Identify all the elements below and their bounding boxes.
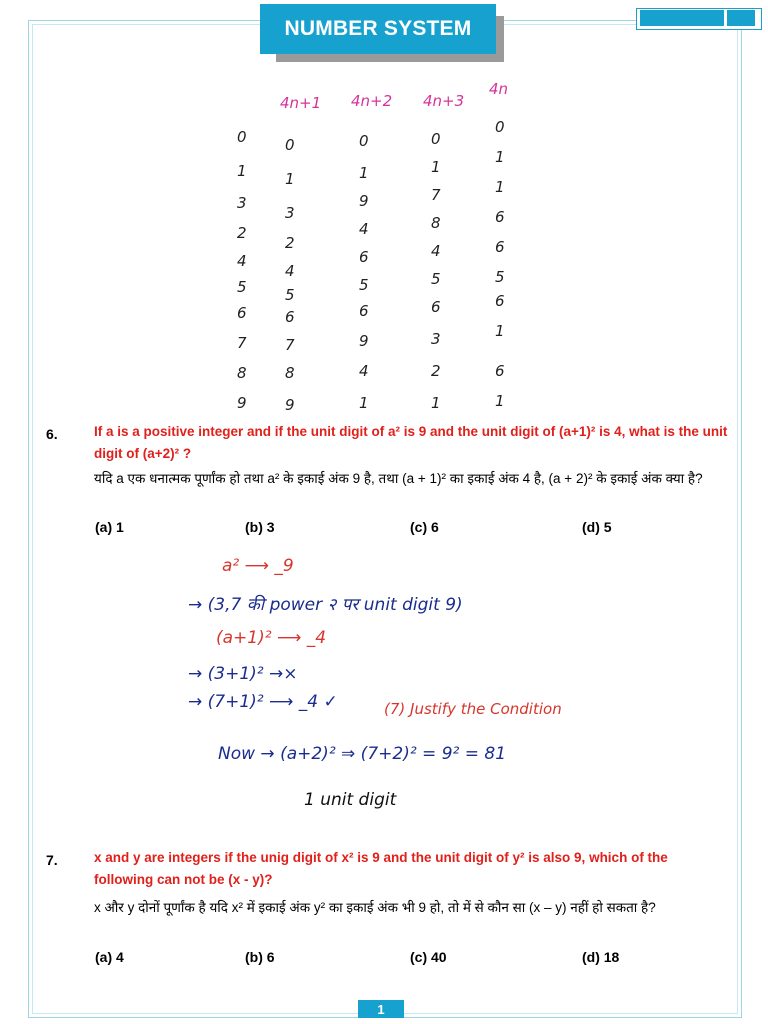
question-number: 6.: [46, 426, 58, 442]
table-cell: 6: [495, 292, 505, 310]
table-cell: 9: [285, 396, 295, 414]
table-cell: 7: [431, 186, 441, 204]
table-cell: 8: [431, 214, 441, 232]
solution-note: (7) Justify the Condition: [384, 700, 562, 718]
option-c: (c) 40: [410, 949, 447, 965]
table-cell: 1: [495, 178, 505, 196]
table-cell: 1: [495, 322, 505, 340]
table-cell: 7: [237, 334, 247, 352]
table-cell: 3: [431, 330, 441, 348]
page-number: 1: [358, 1000, 404, 1018]
table-cell: 4: [237, 252, 247, 270]
table-cell: 2: [237, 224, 247, 242]
option-d: (d) 5: [582, 519, 612, 535]
table-cell: 6: [495, 362, 505, 380]
option-b: (b) 3: [245, 519, 275, 535]
table-header: 4n: [489, 80, 509, 98]
table-cell: 5: [359, 276, 369, 294]
table-cell: 5: [431, 270, 441, 288]
option-d: (d) 18: [582, 949, 620, 965]
table-cell: 6: [285, 308, 295, 326]
table-cell: 0: [359, 132, 369, 150]
table-cell: 9: [359, 192, 369, 210]
question-text-hindi: यदि a एक धनात्मक पूर्णांक हो तथा a² के इकाई अंक 9 है, तथा (a + 1)² का इकाई अंक 4 है, (a + 2)² के इकाई अंक क्या है?: [94, 471, 703, 486]
table-cell: 6: [237, 304, 247, 322]
question-text: x and y are integers if the unig digit of x² is 9 and the unit digit of y² is also 9, which of the following can not be (x - y)?: [94, 850, 668, 887]
table-cell: 6: [495, 208, 505, 226]
table-cell: 1: [237, 162, 247, 180]
table-header: 4n+1: [280, 94, 322, 112]
table-cell: 4: [285, 262, 295, 280]
table-cell: 6: [359, 248, 369, 266]
table-cell: 0: [431, 130, 441, 148]
table-cell: 6: [431, 298, 441, 316]
option-a: (a) 4: [95, 949, 124, 965]
unit-digit-table: [225, 72, 535, 417]
table-cell: 4: [359, 362, 369, 380]
table-cell: 3: [237, 194, 247, 212]
question-text-hindi: x और y दोनों पूर्णांक है यदि x² में इकाई अंक y² का इकाई अंक भी 9 हो, तो में से कौन सा (x – y) नहीं हो सकता है?: [94, 900, 656, 915]
table-cell: 1: [359, 394, 369, 412]
table-cell: 1: [285, 170, 295, 188]
table-header: 4n+2: [351, 92, 393, 110]
solution-line: → (7+1)² ⟶ _4 ✓: [188, 692, 338, 712]
table-cell: 4: [359, 220, 369, 238]
solution-line: a² ⟶ _9: [222, 556, 294, 576]
table-cell: 8: [285, 364, 295, 382]
page-title: NUMBER SYSTEM: [260, 4, 496, 54]
table-cell: 5: [237, 278, 247, 296]
table-cell: 6: [495, 238, 505, 256]
table-cell: 9: [237, 394, 247, 412]
table-cell: 8: [237, 364, 247, 382]
table-cell: 1: [431, 158, 441, 176]
option-a: (a) 1: [95, 519, 124, 535]
table-cell: 1: [495, 392, 505, 410]
table-cell: 5: [285, 286, 295, 304]
table-cell: 2: [285, 234, 295, 252]
table-cell: 2: [431, 362, 441, 380]
table-cell: 0: [237, 128, 247, 146]
table-cell: 4: [431, 242, 441, 260]
question-number: 7.: [46, 852, 58, 868]
solution-image: [188, 546, 580, 836]
table-cell: 1: [495, 148, 505, 166]
table-cell: 7: [285, 336, 295, 354]
solution-line: → (3+1)² →×: [188, 664, 298, 684]
table-cell: 9: [359, 332, 369, 350]
solution-line: (a+1)² ⟶ _4: [216, 628, 327, 648]
question-text: If a is a positive integer and if the unit digit of a² is 9 and the unit digit of (a+1)² is 4, what is the unit digit of (a+2)² ?: [94, 424, 728, 461]
solution-line: Now → (a+2)² ⇒ (7+2)² = 9² = 81: [218, 744, 507, 764]
solution-line: 1 unit digit: [304, 790, 397, 810]
corner-decoration-fill: [640, 10, 727, 26]
option-c: (c) 6: [410, 519, 439, 535]
table-cell: 0: [495, 118, 505, 136]
table-header: 4n+3: [423, 92, 465, 110]
table-cell: 6: [359, 302, 369, 320]
table-cell: 5: [495, 268, 505, 286]
solution-line: → (3,7 की power २ पर unit digit 9): [188, 595, 463, 615]
table-cell: 1: [431, 394, 441, 412]
option-b: (b) 6: [245, 949, 275, 965]
corner-decoration-fill-2: [727, 10, 755, 26]
table-cell: 3: [285, 204, 295, 222]
table-cell: 0: [285, 136, 295, 154]
table-cell: 1: [359, 164, 369, 182]
